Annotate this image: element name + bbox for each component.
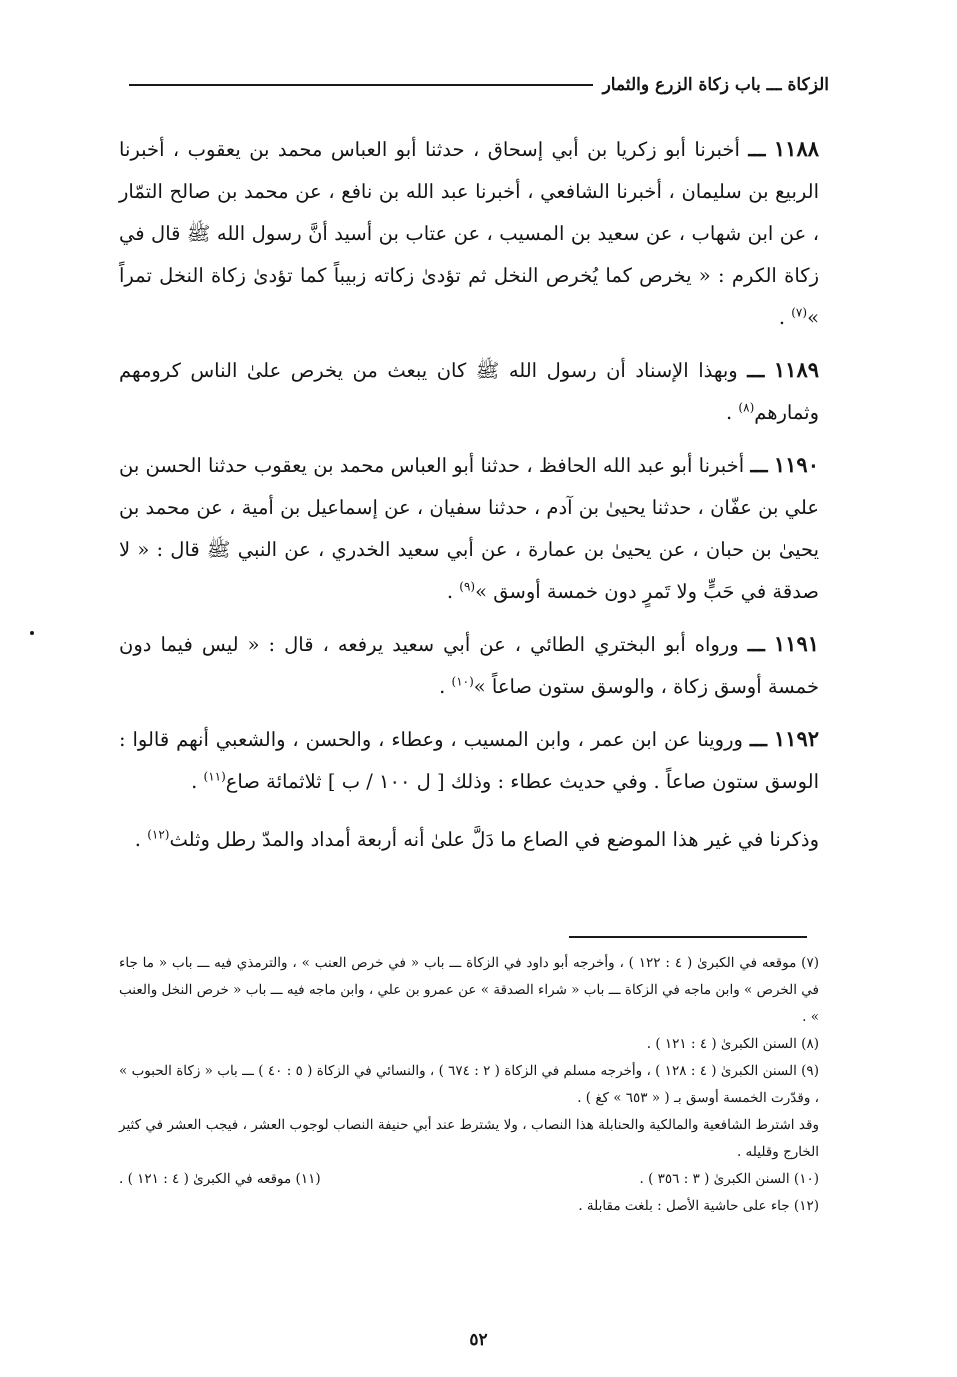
footnote-9-note: وقد اشترط الشافعية والمالكية والحنابلة هذا النصاب ، ولا يشترط عند أبي حنيفة النصاب لوجوب العشر ، فيجب العشر في كثير الخارج وقليله .: [119, 1117, 819, 1160]
footnote-10: (١٠) السنن الكبرىٰ ( ٣ : ٣٥٦ ) .: [639, 1171, 819, 1187]
scan-mark: [30, 631, 34, 635]
hadith-number: ١١٨٩: [773, 357, 820, 382]
hadith-text: أخبرنا أبو زكريا بن أبي إسحاق ، حدثنا أبو العباس محمد بن يعقوب ، أخبرنا الربيع بن سليمان ، أخبرنا الشافعي ، أخبرنا عبد الله بن نافع ، عن محمد بن صالح التمّار ، عن ابن شهاب ، عن سعيد بن المسيب ، عن عتاب بن أسيد أنَّ رسول الله ﷺ قال في زكاة الكرم : « يخرص كما يُخرص النخل ثم تؤدىٰ زكاته زبيباً كما تؤدىٰ زكاة النخل تمراً »: [119, 138, 819, 329]
hadith-end: .: [726, 401, 739, 424]
footnotes: [119, 950, 819, 1220]
hadith-dash: ـــ: [748, 138, 766, 161]
running-header: [129, 70, 829, 100]
footnote-7: (٧) موقعه في الكبرىٰ ( ٤ : ١٢٢ ) ، وأخرجه أبو داود في الزكاة ـــ باب « في خرص العنب » ، والترمذي فيه ـــ باب « ما جاء في الخرص » وابن ماجه في الزكاة ـــ باب « شراء الصدقة » عن عمرو بن علي ، وابن ماجه فيه ـــ باب « خرص النخل والعنب » .: [119, 955, 819, 1025]
hadith-end: .: [439, 675, 452, 698]
hadith-text: ورواه أبو البختري الطائي ، عن أبي سعيد يرفعه ، قال : « ليس فيما دون خمسة أوسق زكاة ، والوسق ستون صاعاً »: [119, 633, 819, 698]
hadith-text: أخبرنا أبو عبد الله الحافظ ، حدثنا أبو العباس محمد بن يعقوب حدثنا الحسن بن علي بن عفّان ، حدثنا يحيىٰ بن آدم ، حدثنا سفيان ، عن إسماعيل بن أمية ، عن محمد بن يحيىٰ بن حبان ، عن يحيىٰ بن عمارة ، عن أبي سعيد الخدري ، عن النبي ﷺ قال : « لا صدقة في حَبٍّ ولا تَمرٍ دون خمسة أوسق »: [119, 454, 819, 603]
hadith-1192: [119, 718, 819, 803]
footnote-11: (١١) موقعه في الكبرىٰ ( ٤ : ١٢١ ) .: [119, 1171, 321, 1187]
hadith-1189: [119, 349, 819, 434]
commentary-text: وذكرنا في غير هذا الموضع في الصاع ما دَلَّ علىٰ أنه أربعة أمداد والمدّ رطل وثلث: [169, 828, 819, 851]
hadith-text: وبهذا الإسناد أن رسول الله ﷺ كان يبعث من يخرص علىٰ الناس كرومهم وثمارهم: [119, 359, 819, 424]
hadith-number: ١١٩٠: [773, 452, 819, 477]
commentary-paragraph: [119, 819, 819, 861]
hadith-text: وروينا عن ابن عمر ، وابن المسيب ، وعطاء ، والحسن ، والشعبي أنهم قالوا : الوسق ستون صاعاً . وفي حديث عطاء : وذلك [ ل ١٠٠ / ب ] ثلاثمائة صاع: [119, 728, 819, 793]
hadith-number: ١١٩٢: [773, 726, 820, 751]
hadith-1188: [119, 128, 819, 339]
footnote-ref[interactable]: (٩): [459, 579, 476, 594]
footnote-12: (١٢) جاء على حاشية الأصل : بلغت مقابلة .: [578, 1198, 819, 1214]
running-header-title: الزكاة ـــ باب زكاة الزرع والثمار: [602, 75, 829, 95]
footnote-8: (٨) السنن الكبرىٰ ( ٤ : ١٢١ ) .: [646, 1036, 819, 1052]
hadith-number: ١١٩١: [773, 631, 820, 656]
footnote-ref[interactable]: (١١): [203, 769, 226, 784]
hadith-1191: [119, 623, 819, 708]
footnote-ref[interactable]: (١٢): [147, 827, 170, 842]
commentary-end: .: [134, 828, 148, 851]
hadith-dash: ـــ: [749, 728, 767, 751]
footnote-ref[interactable]: (٧): [791, 305, 808, 320]
footnote-separator: [569, 936, 807, 938]
footnote-ref[interactable]: (١٠): [451, 674, 474, 689]
hadith-1190: [119, 444, 819, 613]
hadith-end: .: [191, 770, 204, 793]
hadith-end: .: [446, 580, 460, 603]
hadith-dash: ـــ: [747, 359, 765, 382]
footnote-row-10-11: [119, 1166, 819, 1193]
page-number: ٥٢: [469, 1330, 488, 1350]
main-text: [119, 128, 819, 861]
hadith-end: .: [778, 306, 792, 329]
header-rule: [129, 84, 593, 86]
hadith-dash: ـــ: [750, 454, 768, 477]
hadith-dash: ـــ: [747, 633, 765, 656]
footnote-9: (٩) السنن الكبرىٰ ( ٤ : ١٢٨ ) ، وأخرجه مسلم في الزكاة ( ٢ : ٦٧٤ ) ، والنسائي في الزكاة ( ٥ : ٤٠ ) ـــ باب « زكاة الحبوب » ، وقدّرت الخمسة أوسق بـ ( « ٦٥٣ » كغ ) .: [119, 1063, 819, 1106]
footnote-ref[interactable]: (٨): [738, 400, 755, 415]
hadith-number: ١١٨٨: [773, 136, 820, 161]
